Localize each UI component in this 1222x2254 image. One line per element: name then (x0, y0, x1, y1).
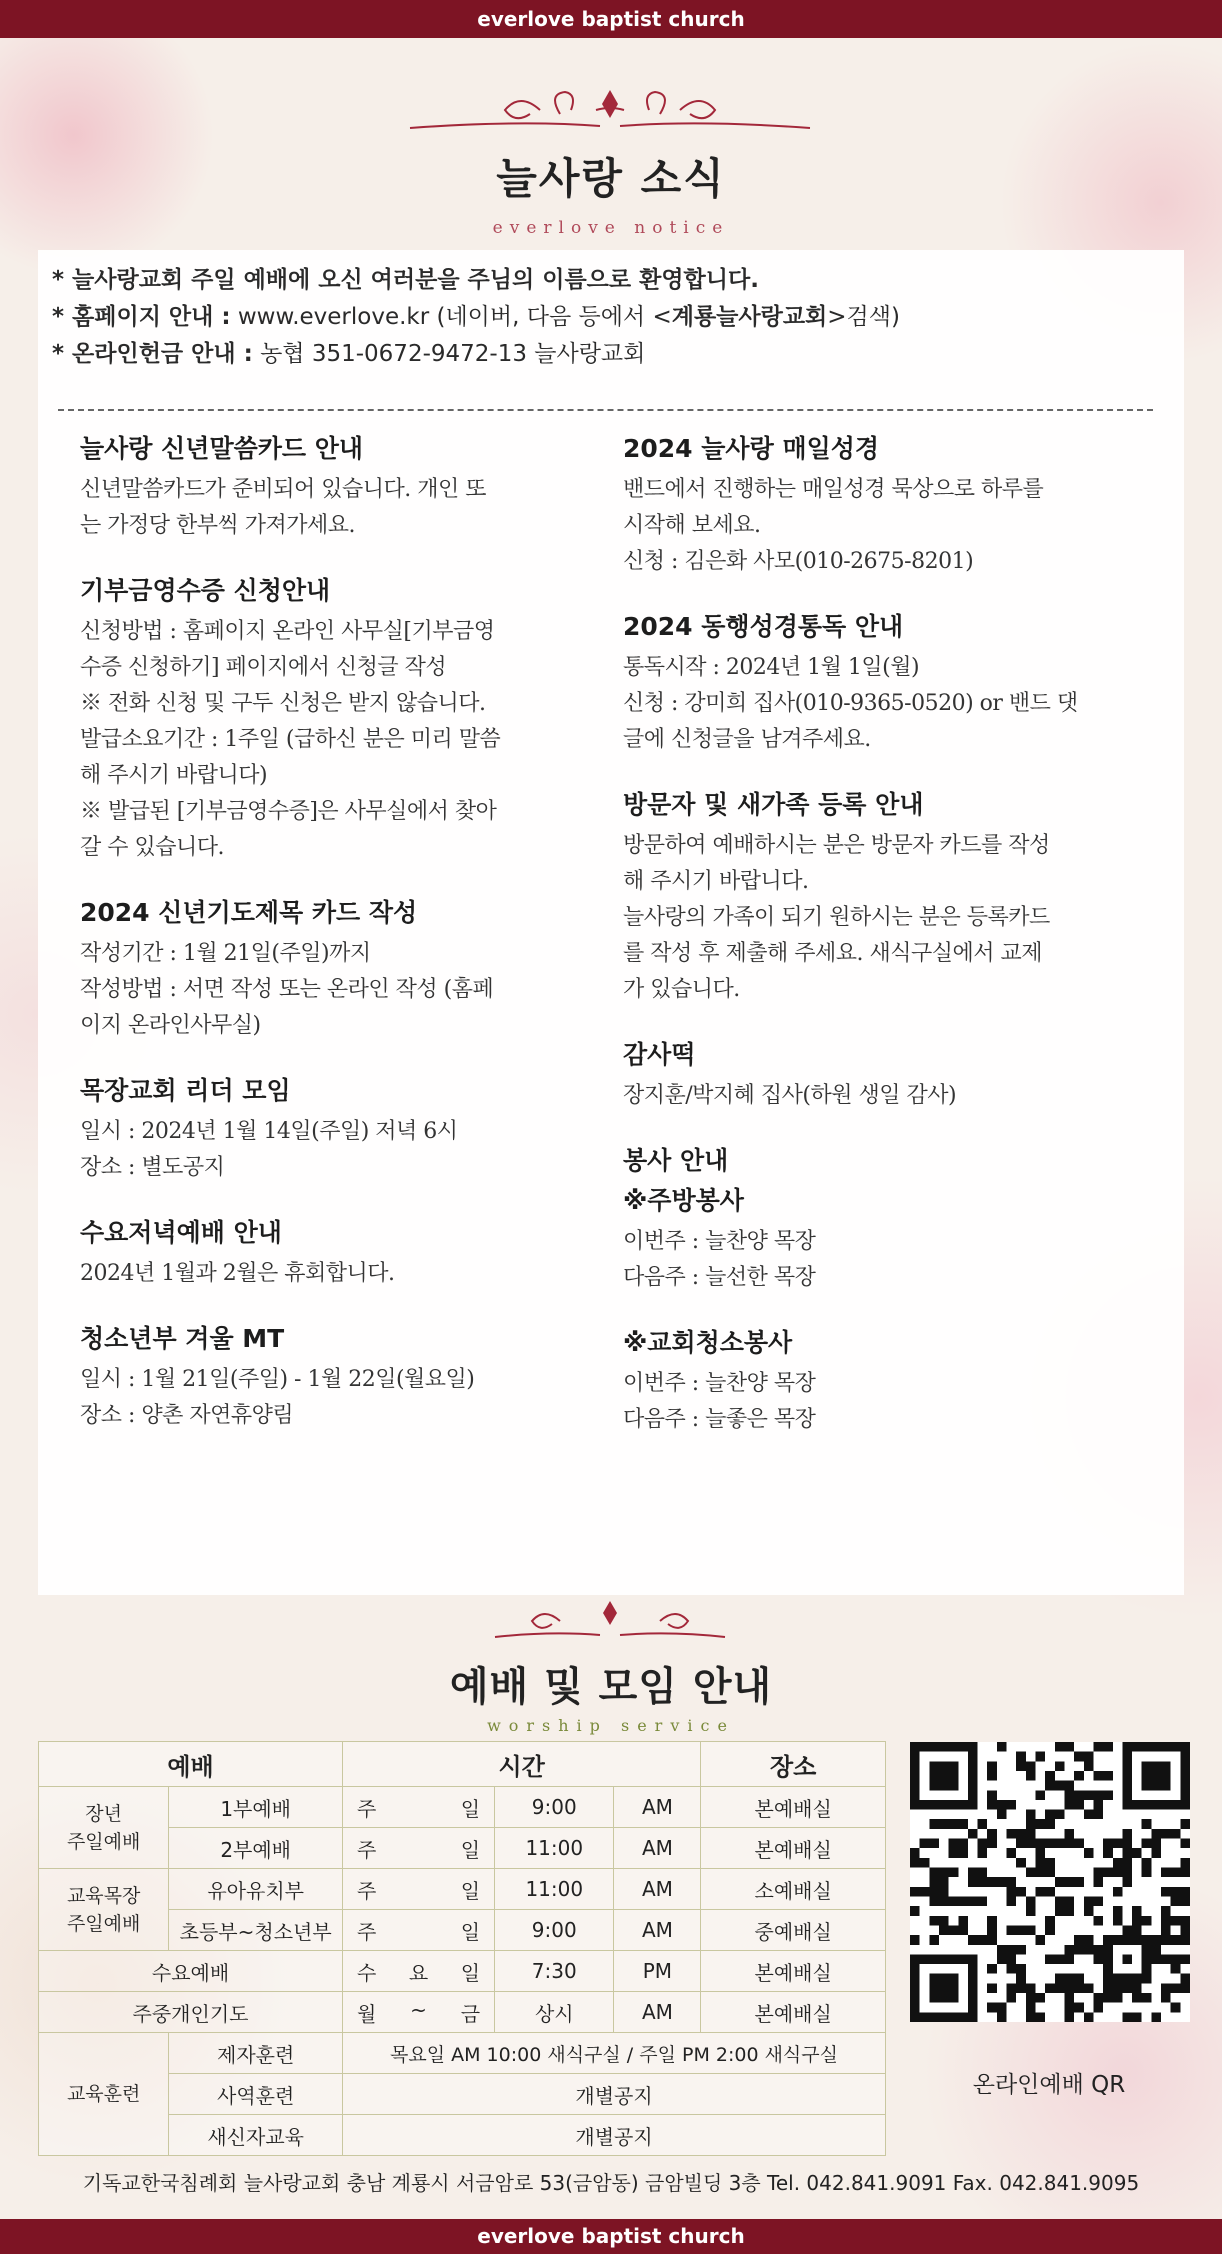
training-name: 새신자교육 (169, 2115, 343, 2156)
notice-item-title: 기부금영수증 신청안내 (80, 576, 331, 605)
notice-item-subtitle: ※주방봉사 (623, 1186, 744, 1215)
column-header: 시간 (343, 1742, 701, 1787)
service-name: 초등부~청소년부 (169, 1910, 343, 1951)
notice-item (623, 1038, 1153, 1114)
notice-item-title: 늘사랑 신년말씀카드 안내 (80, 434, 364, 463)
service-name: 주중개인기도 (39, 1992, 343, 2033)
service-ampm: PM (614, 1951, 701, 1992)
notice-line: ※ 전화 신청 및 구두 신청은 받지 않습니다. (80, 691, 486, 716)
notice-item-title: ※교회청소봉사 (623, 1328, 793, 1357)
service-name: 2부예배 (169, 1828, 343, 1869)
table-row (39, 1992, 886, 2033)
training-info: 목요일 AM 10:00 새식구실 / 주일 PM 2:00 새식구실 (343, 2033, 886, 2074)
notice-line: 해 주시기 바랍니다) (80, 763, 268, 788)
notice-item (80, 432, 600, 544)
notice-line: 가 있습니다. (623, 977, 740, 1002)
notice-item-title: 수요저녁예배 안내 (80, 1218, 282, 1247)
notice-line: 글에 신청글을 남겨주세요. (623, 727, 871, 752)
training-name: 사역훈련 (169, 2074, 343, 2115)
training-name: 제자훈련 (169, 2033, 343, 2074)
ornament-flourish (400, 80, 820, 140)
notice-item-title: 2024 늘사랑 매일성경 (623, 434, 880, 463)
training-info: 개별공지 (343, 2074, 886, 2115)
notice-line: 이지 온라인사무실) (80, 1013, 261, 1038)
service-day: 월 ~ 금 (343, 1992, 495, 2033)
intro-block (52, 262, 1172, 373)
notice-line: 통독시작 : 2024년 1월 1일(월) (623, 655, 920, 680)
notice-item (623, 432, 1153, 580)
table-row (39, 2033, 886, 2074)
notice-item-title: 방문자 및 새가족 등록 안내 (623, 790, 924, 819)
notice-line: 장소 : 양촌 자연휴양림 (80, 1403, 294, 1428)
offering-account: 농협 351-0672-9472-13 늘사랑교회 (252, 341, 646, 367)
homepage-search-term: 계룡늘사랑교회 (671, 304, 828, 330)
homepage-label: * 홈페이지 안내 : (52, 304, 231, 330)
table-header-row (39, 1742, 886, 1787)
notice-line: 작성방법 : 서면 작성 또는 온라인 작성 (홈페 (80, 977, 494, 1002)
notice-line: 신년말씀카드가 준비되어 있습니다. 개인 또 (80, 477, 487, 502)
notice-item (623, 788, 1153, 1008)
bottom-banner (0, 2219, 1222, 2254)
service-time: 11:00 (495, 1828, 614, 1869)
homepage-line (52, 299, 1172, 336)
offering-line (52, 336, 1172, 373)
notice-line: 수증 신청하기] 페이지에서 신청글 작성 (80, 655, 447, 680)
service-ampm: AM (614, 1828, 701, 1869)
notice-line: 밴드에서 진행하는 매일성경 묵상으로 하루를 (623, 477, 1044, 502)
church-name: everlove baptist church (477, 2224, 745, 2248)
service-time: 11:00 (495, 1869, 614, 1910)
service-name: 유아유치부 (169, 1869, 343, 1910)
service-place: 본예배실 (701, 1951, 886, 1992)
notice-line: 이번주 : 늘찬양 목장 (623, 1229, 816, 1254)
service-ampm: AM (614, 1869, 701, 1910)
qr-code-icon[interactable] (910, 1742, 1190, 2022)
service-time: 9:00 (495, 1787, 614, 1828)
notice-column-left (80, 432, 600, 1464)
service-day: 주 일 (343, 1787, 495, 1828)
group-label: 교육훈련 (39, 2033, 169, 2156)
service-place: 본예배실 (701, 1787, 886, 1828)
table-row (39, 1951, 886, 1992)
column-header: 예배 (39, 1742, 343, 1787)
service-ampm: AM (614, 1910, 701, 1951)
notice-line: 신청방법 : 홈페이지 온라인 사무실[기부금영 (80, 619, 495, 644)
notice-line: 를 작성 후 제출해 주세요. 새식구실에서 교제 (623, 941, 1042, 966)
notice-item (80, 896, 600, 1044)
notice-line: 신청 : 강미희 집사(010-9365-0520) or 밴드 댓 (623, 691, 1078, 716)
footer-address: 기독교한국침례회 늘사랑교회 충남 계룡시 서금암로 53(금암동) 금암빌딩 3층 Tel. 042.841.9091 Fax. 042.841.9095 (82, 2171, 1140, 2195)
table-row (39, 1869, 886, 1910)
ornament-flourish (490, 1595, 730, 1645)
homepage-text: www.everlove.kr (네이버, 다음 등에서 < (230, 304, 672, 330)
service-day: 주 일 (343, 1910, 495, 1951)
group-label: 장년 주일예배 (39, 1787, 169, 1869)
notice-item (623, 1144, 1153, 1296)
top-banner (0, 0, 1222, 38)
notice-item-title: 봉사 안내 (623, 1146, 729, 1175)
notice-line: 일시 : 2024년 1월 14일(주일) 저녁 6시 (80, 1119, 458, 1144)
notice-column-right (623, 432, 1153, 1468)
notice-line: ※ 발급된 [기부금영수증]은 사무실에서 찾아 (80, 799, 497, 824)
service-time: 9:00 (495, 1910, 614, 1951)
service-place: 본예배실 (701, 1828, 886, 1869)
service-ampm: AM (614, 1787, 701, 1828)
worship-schedule-table (38, 1741, 886, 2156)
notice-line: 늘사랑의 가족이 되기 원하시는 분은 등록카드 (623, 905, 1050, 930)
notice-line: 2024년 1월과 2월은 휴회합니다. (80, 1261, 395, 1286)
service-time: 상시 (495, 1992, 614, 2033)
notice-line: 장소 : 별도공지 (80, 1155, 225, 1180)
service-ampm: AM (614, 1992, 701, 2033)
notice-line: 는 가정당 한부씩 가져가세요. (80, 513, 355, 538)
notice-item-title: 2024 신년기도제목 카드 작성 (80, 898, 418, 927)
service-place: 본예배실 (701, 1992, 886, 2033)
notice-item-title: 청소년부 겨울 MT (80, 1324, 285, 1353)
service-day: 수 요 일 (343, 1951, 495, 1992)
column-header: 장소 (701, 1742, 886, 1787)
divider (58, 409, 1153, 411)
notice-item-title: 목장교회 리더 모임 (80, 1076, 291, 1105)
training-info: 개별공지 (343, 2115, 886, 2156)
notice-line: 방문하여 예배하시는 분은 방문자 카드를 작성 (623, 833, 1050, 858)
welcome-line: * 늘사랑교회 주일 예배에 오신 여러분을 주님의 이름으로 환영합니다. (52, 267, 759, 293)
notice-line: 갈 수 있습니다. (80, 835, 224, 860)
notice-item (80, 1322, 600, 1434)
service-place: 중예배실 (701, 1910, 886, 1951)
worship-subtitle: worship service (487, 1716, 735, 1735)
notice-item-title: 감사떡 (623, 1040, 696, 1069)
notice-subtitle: everlove notice (492, 218, 730, 238)
service-day: 주 일 (343, 1869, 495, 1910)
notice-title: 늘사랑 소식 (496, 154, 726, 203)
notice-item (623, 1326, 1153, 1438)
notice-line: 다음주 : 늘선한 목장 (623, 1265, 816, 1290)
notice-line: 일시 : 1월 21일(주일) - 1월 22일(월요일) (80, 1367, 475, 1392)
notice-line: 발급소요기간 : 1주일 (급하신 분은 미리 말씀 (80, 727, 501, 752)
homepage-text-end: >검색) (827, 304, 900, 330)
qr-label: 온라인예배 QR (972, 2072, 1126, 2098)
notice-line: 이번주 : 늘찬양 목장 (623, 1371, 816, 1396)
service-place: 소예배실 (701, 1869, 886, 1910)
notice-item (623, 610, 1153, 758)
notice-line: 장지훈/박지혜 집사(하원 생일 감사) (623, 1083, 957, 1108)
notice-line: 신청 : 김은화 사모(010-2675-8201) (623, 549, 974, 574)
notice-line: 작성기간 : 1월 21일(주일)까지 (80, 941, 371, 966)
notice-item (80, 1074, 600, 1186)
church-name: everlove baptist church (477, 7, 745, 31)
notice-line: 다음주 : 늘좋은 목장 (623, 1407, 816, 1432)
service-name: 1부예배 (169, 1787, 343, 1828)
worship-title: 예배 및 모임 안내 (449, 1663, 773, 1710)
offering-label: * 온라인헌금 안내 : (52, 341, 253, 367)
service-time: 7:30 (495, 1951, 614, 1992)
group-label: 교육목장 주일예배 (39, 1869, 169, 1951)
notice-line: 시작해 보세요. (623, 513, 761, 538)
notice-item-title: 2024 동행성경통독 안내 (623, 612, 904, 641)
notice-line: 해 주시기 바랍니다. (623, 869, 809, 894)
service-day: 주 일 (343, 1828, 495, 1869)
service-name: 수요예배 (39, 1951, 343, 1992)
notice-item (80, 574, 600, 866)
notice-item (80, 1216, 600, 1292)
table-row (39, 1787, 886, 1828)
